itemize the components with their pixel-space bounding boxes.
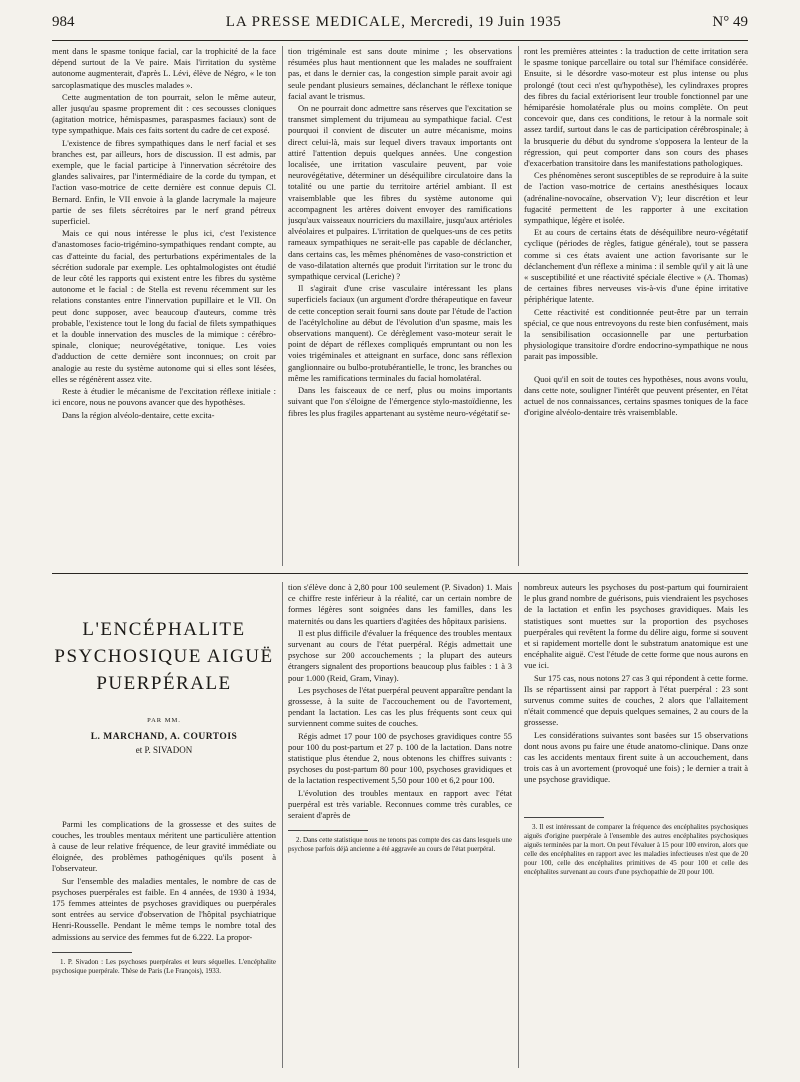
footnote: 2. Dans cette statistique nous ne tenons pas compte des cas dans lesquels une psychose parfois déjà ancienne a été aggravée au cours de l'état puerpéral. — [288, 836, 512, 854]
top-column-3 — [524, 46, 748, 566]
paragraph: Régis admet 17 pour 100 de psychoses gravidiques contre 55 pour 100 du post-partum et 27 p. 100 de la lactation. Dans notre statistique plus étendue 2, nous obtenons les chiffres suivants : psychoses du post-partum 80 pour 100, psychoses gravidiques et de la lactation respectivement 5,50 pour 100 et 6,2 pour 100. — [288, 730, 512, 786]
paragraph: Mais ce qui nous intéresse le plus ici, c'est l'existence d'anastomoses facio-trigémino-sympathiques rendant compte, au cas d'atteinte du facial, des perturbations expérimentales de la sécrétion sudorale par exemple. Les ophtalmologistes ont étudié de leur côté les rapports qui existent entre les fibres du système autonome et le facial : de Stella est revenu récemment sur les relations constantes entre l'innervation pupillaire et le VII. On peut donc supposer, avec beaucoup d'auteurs, comme très probable, l'existence tout le long du facial de filets sympathiques et la double innervation des muscles de la mimique : cérébro-spinale, clonique; neurovégétative, tonique. Les voies d'adduction de cette dernière sont inconnues; on croit par analogie au reste du système autonome qui si elles sont lésées, elles se régénèrent assez vite. — [52, 228, 276, 384]
paragraph: Il s'agirait d'une crise vasculaire intéressant les plans superficiels faciaux (un argument d'ordre thérapeutique en faveur de cette conception serait fourni sans doute par l'étude de l'action de l'acétylcholine au début de l'évolution d'un spasme, mais les observations manquent). Ce dérèglement vaso-moteur serait le point de départ de réflexes compliqués empruntant ou non les voies trigéminales et atteignant en surface, donc sans réflexion ganglionnaire ou bulbo-protubérantielle, le tronc, les branches ou même les ramifications terminales du facial homolatéral. — [288, 283, 512, 383]
article-title-block — [52, 616, 276, 757]
paragraph: Cette réactivité est conditionnée peut-être par un terrain spécial, ce que nous entrevoyons du reste bien confusément, mais la sensibilisation occasionnelle par une perturbation physiologique transitoire d'ordre endocrino-sympathique ne nous parait pas impossible. — [524, 306, 748, 362]
header-rule — [52, 40, 748, 41]
footnote-rule — [52, 952, 132, 953]
spacer — [52, 757, 276, 819]
page-header — [52, 14, 748, 38]
footnote-rule — [524, 817, 604, 818]
paragraph: ment dans le spasme tonique facial, car la trophicité de la face dépend surtout de la Ve paire. Mais l'irritation du système autonome augmenterait, d'après L. Lévi, élève de Négro, « le ton sarcoplasmatique des muscles malades ». — [52, 46, 276, 90]
article-column-3 — [524, 582, 748, 1072]
column-divider — [518, 46, 519, 566]
paragraph: nombreux auteurs les psychoses du post-partum qui fourniraient le plus grand nombre de guérisons, puis viendraient les psychoses de la lactation et enfin les psychoses gravidiques. Mais les statistiques sont muettes sur la proportion des psychoses puerpérales qui revêtent la forme du délire aigu, forme si souvent et si rapidement mortelle dont le substratum anatomique est une encéphalite aiguë. C'est l'étude de cette forme que nous aurons en vue ici. — [524, 582, 748, 671]
footnote-rule — [288, 830, 368, 831]
paragraph: Quoi qu'il en soit de toutes ces hypothèses, nous avons voulu, dans cette note, souligner l'intérêt que peuvent présenter, en l'état actuel de nos connaissances, certains spasmes toniques de la face d'origine alvéolo-dentaire très vraisemblable. — [524, 373, 748, 418]
issue-date: Mercredi, 19 Juin 1935 — [410, 14, 562, 30]
paragraph: On ne pourrait donc admettre sans réserves que l'excitation se transmet simplement du trijumeau au sympathique facial. C'est pourquoi il convient de discuter un autre mécanisme, moins direct celui-là, mais sur lequel divers travaux importants ont attiré l'attention depuis quelques années. Une congestion localisée, une irritation vasculaire peuvent, par voie neurovégétative, déterminer un déséquilibre circulatoire dans la totalité ou une partie du territoire artériel ambiant. Il est vraisemblable que les fibres du système autonome qui accompagnent les artères doivent envoyer des ramifications jusqu'aux vaisseaux nourriciers du maxillaire, jusqu'aux artérioles alvéolaires et pulpaires. L'irritation de quelques-uns de ces petits rameaux sympathiques ne serait-elle pas capable de déclancher, dans certains cas, les mêmes phénomènes de vaso-constriction et de vaso-dilatation alternés que produit l'irritation sur le tronc du sympathique cervical (Leriche) ? — [288, 103, 512, 282]
paragraph: ront les premières atteintes : la traduction de cette irritation sera le spasme tonique parcellaire ou total sur l'hémiface considérée. Ensuite, si le désordre vaso-moteur est plus intense ou plus prolongé (tout ceci n'est qu'hypothèse), les cylindraxes propres des fibres du facial extériorisent leur trouble fonctionnel par une hémiparésie homolatérale plus ou moins complète. On peut concevoir que, dans ces conditions, le retour à la normale soit assez tardif, surtout dans le cas de participation cérébrospinale; à la brusquerie du début du syndrome s'opposera la lenteur de la régression, qui peut comporter dans son cours des phases d'exacerbation transitoire dans les manifestations pathologiques. — [524, 46, 748, 169]
article-separator — [52, 573, 748, 574]
top-column-2 — [288, 46, 512, 566]
article-column-1 — [52, 582, 276, 1072]
column-divider — [282, 46, 283, 566]
column-divider — [282, 582, 283, 1068]
paragraph: Sur 175 cas, nous notons 27 cas 3 qui répondent à cette forme. Ils se répartissent ainsi par rapport à l'état puerpéral : 23 sont survenus comme suites de couches, 2 alors que l'allaitement n'était commencé que depuis quelques semaines, 2 au cours de la grossesse. — [524, 672, 748, 728]
issue-number: N° 49 — [712, 14, 748, 30]
article-title-line: L'ENCÉPHALITE — [82, 619, 246, 640]
page-number: 984 — [52, 14, 75, 30]
paragraph: Cette augmentation de ton pourrait, selon le même auteur, aller jusqu'au spasme proprement dit : ces secousses cloniques (agitation motrice, hémispasmes, paraspasmes faciaux) sont de type sympathique. Mais ces faits sortent du cadre de cet exposé. — [52, 91, 276, 136]
article-authors: L. MARCHAND, A. COURTOIS — [90, 732, 238, 743]
paragraph: L'existence de fibres sympathiques dans le nerf facial et ses branches est, par ailleurs, hors de discussion. Il est admis, par exemple, que le facial participe à l'innervation sécrétoire des glandes salivaires, par l'intermédiaire de la corde du tympan, et l'action vaso-motrice de cette dernière est connue depuis Cl. Bernard. Enfin, le VII envoie à la glande lacrymale la majeure partie de ses filets sécrétoires par le nerf grand pétreux superficiel. — [52, 137, 276, 227]
paragraph: tion s'élève donc à 2,80 pour 100 seulement (P. Sivadon) 1. Mais ce chiffre reste inférieur à la réalité, car un certain nombre de formes légères sont soignées dans les familles, dans les maternités ou dans les quartiers d'agitées des hôpitaux parisiens. — [288, 582, 512, 626]
article-title-line: PSYCHOSIQUE AIGUË — [54, 646, 274, 667]
article-title-line: PUERPÉRALE — [96, 673, 232, 694]
article-authors-2: et P. SIVADON — [135, 745, 193, 756]
paragraph: Sur l'ensemble des maladies mentales, le nombre de cas de psychoses puerpérales est faible. En 4 années, de 1930 à 1934, 175 femmes atteintes de psychoses gravidiques ou puerpérales sont entrées au service d'observation de l'hôpital psychiatrique Henri-Rousselle. Pendant le même temps le nombre total des admissions au service des femmes fut de 6.222. La propor- — [52, 875, 276, 942]
journal-name: LA PRESSE MEDICALE, — [225, 14, 406, 30]
paragraph: Parmi les complications de la grossesse et des suites de couches, les troubles mentaux méritent une particulière attention à cause de leur relative fréquence, de leur gravité immédiate ou éloignée, des problèmes pathogéniques qu'ils posent à l'observateur. — [52, 818, 276, 874]
spacer — [524, 364, 748, 374]
column-divider — [518, 582, 519, 1068]
paragraph: Dans les faisceaux de ce nerf, plus ou moins importants suivant que l'on s'éloigne de l'émergence stylo-mastoïdienne, les fibres les plus fragiles appartenant au système neuro-végétatif se- — [288, 385, 512, 418]
paragraph: L'évolution des troubles mentaux en rapport avec l'état puerpéral est très variable. Reconnues comme très curables, ce seraient d'après de — [288, 787, 512, 821]
top-column-1 — [52, 46, 276, 566]
paragraph: Reste à étudier le mécanisme de l'excitation réflexe initiale : ici encore, nous ne pouvons avancer que des hypothèses. — [52, 386, 276, 408]
paragraph: Ces phénomènes seront susceptibles de se reproduire à la suite de l'action vaso-motrice de certains anesthésiques locaux (adrénaline-novocaïne, observation V); leur discrétion et leur fugacité permettent de les rapporter à une excitation sympathique, légère et isolée. — [524, 170, 748, 226]
article-column-2 — [288, 582, 512, 1072]
paragraph: Dans la région alvéolo-dentaire, cette excita- — [62, 409, 215, 420]
footnote: 3. Il est intéressant de comparer la fréquence des encéphalites psychosiques aiguës d'origine puerpérale à l'ensemble des autres encéphalites psychosiques aiguës terminées par la mort. On peut l'évaluer à 15 pour 100 environ, alors que celle des encéphalites en rapport avec les maladies infectieuses n'est que de 20 pour 100, celle des encéphalites primitives de 45 pour 100 et celle des encéphalites survenant au cours d'une psychopathie de 20 pour 100. — [524, 822, 748, 876]
journal-masthead — [226, 14, 562, 31]
paragraph: Et au cours de certains états de déséquilibre neuro-végétatif cyclique (périodes de règles, fatigue générale), tout se passera comme si ces états avaient une action favorisante sur le déclanchement d'un réflexe a minima : il semble qu'il y ait là une « susceptibilité et une réactivité spéciale élective » (A. Thomas) de certaines fibres nerveuses vis-à-vis d'une épine irritative périphérique latente. — [524, 227, 748, 305]
paragraph: Il est plus difficile d'évaluer la fréquence des troubles mentaux survenant au cours de l'état puerpéral. Régis admettait une psychose sur 200 accouchements ; la plupart des auteurs étrangers signalent des proportions beaucoup plus faibles : 1 à 3 pour 1.000 (Reid, Gram, Vinay). — [288, 627, 512, 683]
paragraph: Les considérations suivantes sont basées sur 15 observations dont nous avons pu faire une étude anatomo-clinique. Dans onze cas les accidents mentaux firent suite à un accouchement, dans trois cas à un avortement (provoqué une fois) ; le dernier a trait à une psychose gravidique. — [524, 729, 748, 785]
paragraph: Les psychoses de l'état puerpéral peuvent apparaître pendant la grossesse, à la suite de l'accouchement ou de l'avortement, pendant la lactation. Les cas les plus fréquents sont ceux qui surviennent comme suites de couches. — [288, 684, 512, 729]
footnote: 1. P. Sivadon : Les psychoses puerpérales et leurs séquelles. L'encéphalite psychosique puerpérale. Thèse de Paris (Le François), 1933. — [52, 957, 276, 975]
byline-prefix: PAR MM. — [147, 717, 181, 724]
paragraph: tion trigéminale est sans doute minime ; les observations résumées plus haut mentionnent que les malades ne souffraient pas, et dans le dernier cas, la congestion simple parait avoir agi seule pendant plusieurs semaines, déclanchant le réflexe tonique facial avant le trismus. — [288, 46, 512, 101]
